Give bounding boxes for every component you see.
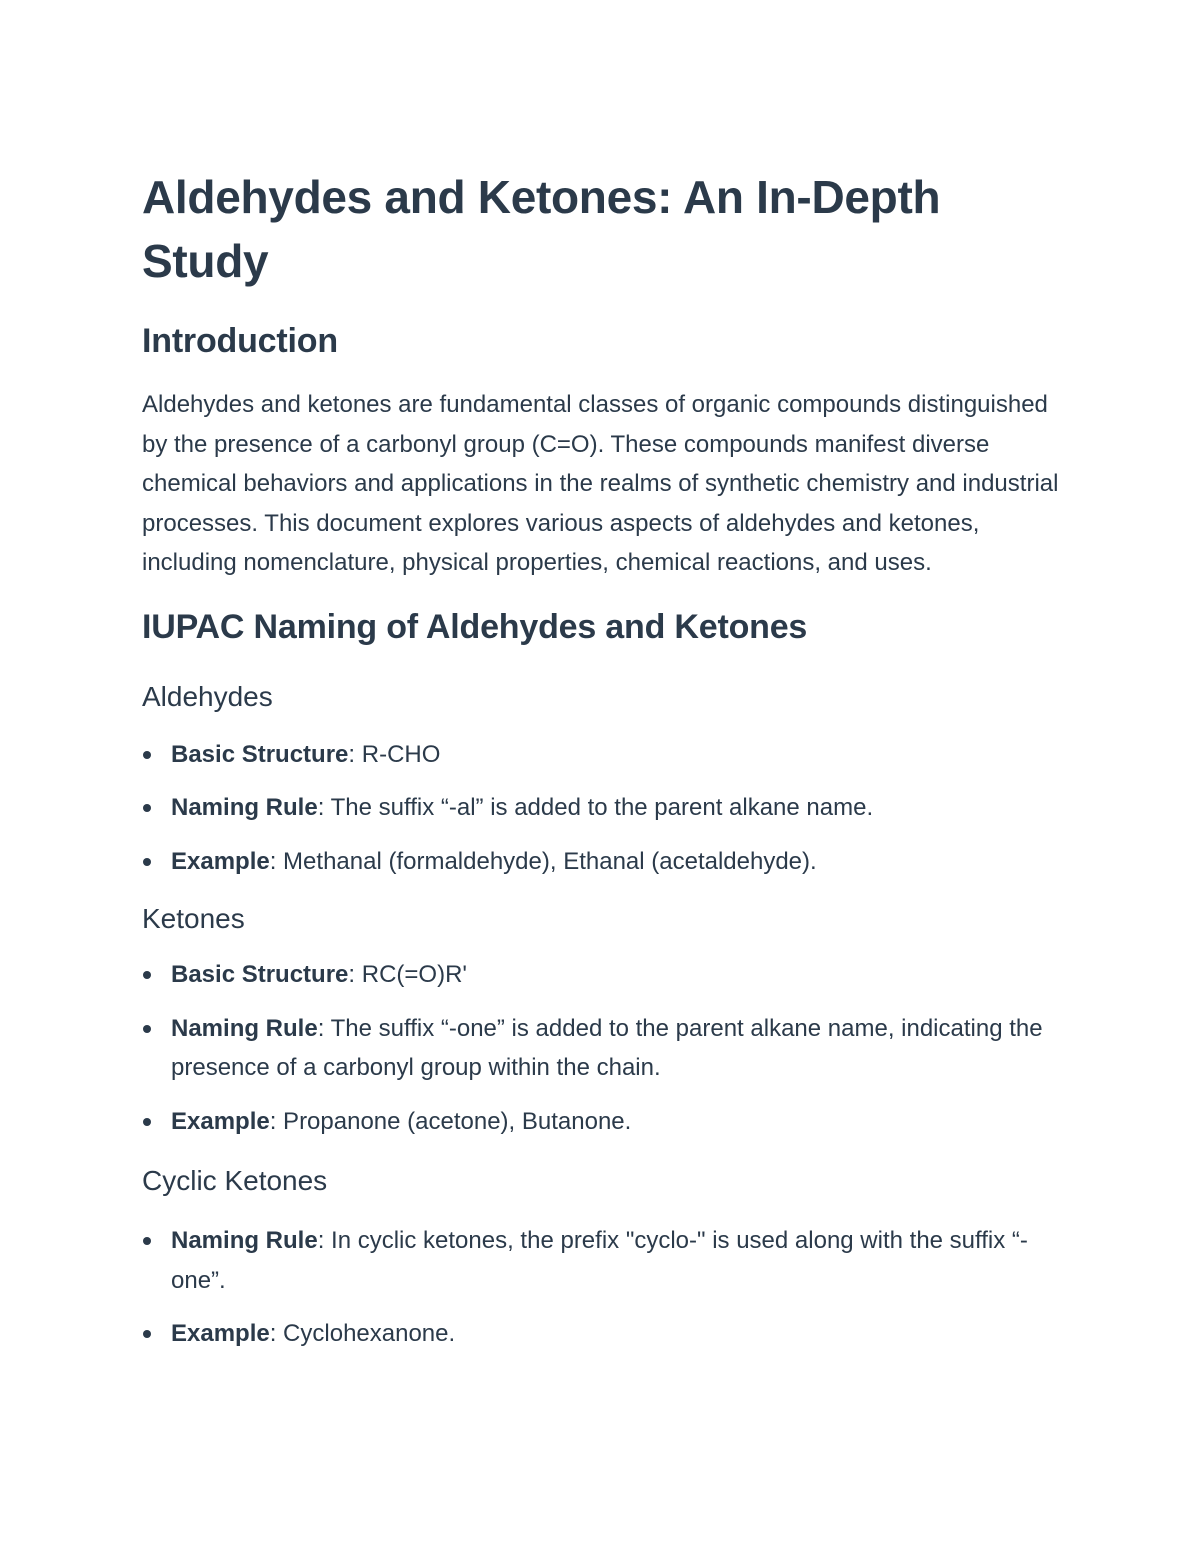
bullet-icon xyxy=(143,751,151,759)
list-item-term: Naming Rule xyxy=(171,1014,318,1042)
list-item xyxy=(142,1009,1072,1088)
bullet-icon xyxy=(143,858,151,866)
list-item-term: Naming Rule xyxy=(171,1227,318,1254)
list-item xyxy=(142,1221,1072,1300)
ketones-subheading: Ketones xyxy=(142,903,245,934)
bullet-icon xyxy=(143,1118,151,1126)
list-item xyxy=(142,955,1072,995)
list-item-term: Example xyxy=(171,1320,270,1347)
iupac-naming-heading: IUPAC Naming of Aldehydes and Ketones xyxy=(142,607,808,646)
list-item xyxy=(142,788,1072,828)
cyclic-ketones-list xyxy=(142,1221,1072,1354)
list-item-text: : In cyclic ketones, the prefix "cyclo-" is used along with the suffix “-one”. xyxy=(171,1227,1028,1294)
cyclic-ketones-subheading: Cyclic Ketones xyxy=(142,1165,328,1196)
list-item-text: : Cyclohexanone. xyxy=(269,1320,456,1347)
list-item-text: : The suffix “-one” is added to the parent alkane name, indicating the presence of a carbonyl group within the chain. xyxy=(171,1014,1043,1081)
introduction-heading: Introduction xyxy=(142,322,338,360)
document-page xyxy=(142,165,1072,1354)
bullet-icon xyxy=(143,1025,151,1033)
list-item-term: Basic Structure xyxy=(171,740,349,768)
list-item xyxy=(142,735,1072,775)
list-item-text: : RC(=O)R' xyxy=(348,961,467,988)
list-item-text: : Propanone (acetone), Butanone. xyxy=(269,1107,632,1135)
introduction-paragraph: Aldehydes and ketones are fundamental classes of organic compounds distinguished by the presence of a carbonyl group (C=O). These compounds manifest diverse chemical behaviors and applications in the realms of synthetic chemistry and industrial processes. This document explores various aspects of aldehydes and ketones, including nomenclature, physical properties, chemical reactions, and uses. xyxy=(142,391,1059,576)
aldehydes-list xyxy=(142,735,1072,882)
list-item-term: Example xyxy=(171,1107,270,1135)
list-item-text: : R-CHO xyxy=(348,740,441,768)
bullet-icon xyxy=(143,804,151,812)
list-item xyxy=(142,1102,1072,1142)
list-item xyxy=(142,842,1072,882)
list-item-term: Naming Rule xyxy=(171,794,318,821)
list-item-term: Basic Structure xyxy=(171,961,349,988)
bullet-icon xyxy=(143,971,151,979)
aldehydes-subheading: Aldehydes xyxy=(142,680,273,712)
list-item-term: Example xyxy=(171,847,270,875)
bullet-icon xyxy=(143,1330,151,1338)
ketones-list xyxy=(142,955,1072,1141)
list-item-text: : Methanal (formaldehyde), Ethanal (acetaldehyde). xyxy=(269,847,817,875)
list-item-text: : The suffix “-al” is added to the parent alkane name. xyxy=(317,794,874,821)
bullet-icon xyxy=(143,1237,151,1245)
page-title: Aldehydes and Ketones: An In-Depth Study xyxy=(142,171,941,287)
list-item xyxy=(142,1314,1072,1354)
